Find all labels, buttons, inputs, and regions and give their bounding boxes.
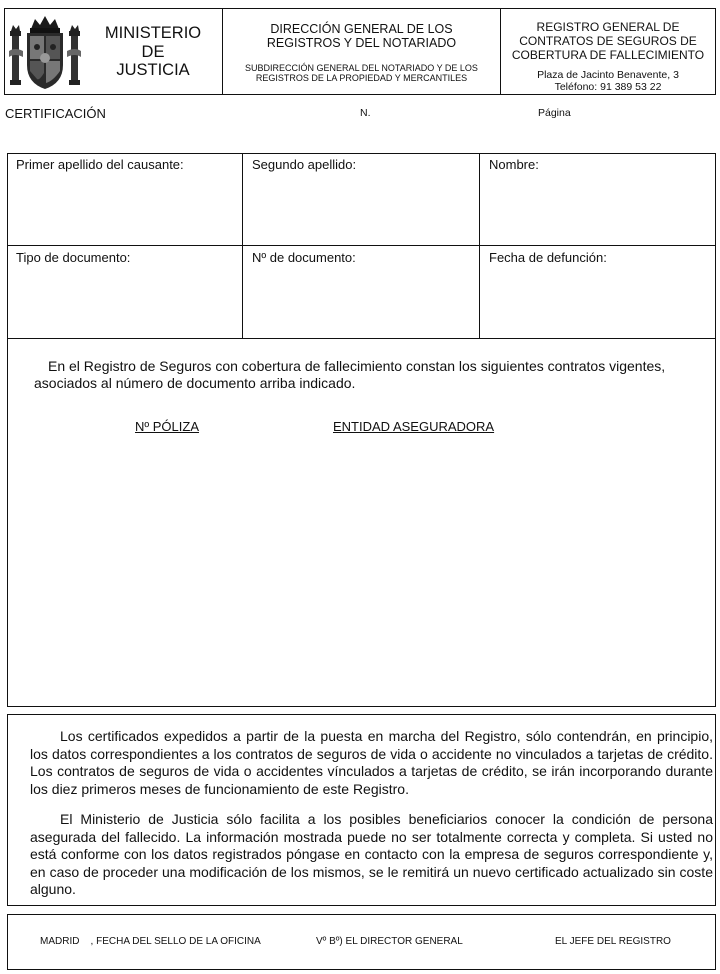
- grid-divider: [8, 245, 715, 246]
- certification-label: CERTIFICACIÓN: [5, 106, 106, 121]
- subdirectorate-line-1: SUBDIRECCIÓN GENERAL DEL NOTARIADO Y DE LOS: [245, 63, 478, 73]
- registry-contact: [505, 69, 711, 93]
- notes-section: [7, 714, 716, 906]
- document-header: [4, 8, 716, 95]
- name-label: Nombre:: [489, 157, 539, 172]
- directorate-cell: [223, 9, 501, 94]
- registry-phone: Teléfono: 91 389 53 22: [554, 81, 662, 93]
- grid-divider: [479, 154, 480, 338]
- first-surname-field[interactable]: [8, 154, 242, 245]
- registry-title-line-1: REGISTRO GENERAL DE: [536, 20, 680, 34]
- contracts-section: [7, 339, 716, 707]
- document-number-label: Nº de documento:: [252, 250, 356, 265]
- first-surname-label: Primer apellido del causante:: [16, 157, 184, 172]
- coat-of-arms-icon: [9, 13, 81, 91]
- registry-title-line-3: COBERTURA DE FALLECIMIENTO: [511, 48, 705, 62]
- directorate-title-line-2: REGISTROS Y DEL NOTARIADO: [266, 36, 457, 50]
- notes-paragraph-2: El Ministerio de Justicia sólo facilita a los posibles beneficiarios conocer la condición de persona asegurada del fallecido. La información mostrada puede no ser totalmente correcta y completa. Si usted no está conforme con los datos registrados póngase en contacto con la empresa de seguros correspondiente y, en caso de proceder una modificación de los mismos, se le remitirá un nuevo certificado actualizado sin coste alguno.: [30, 811, 713, 897]
- certification-page-label: Página: [538, 107, 571, 119]
- ministry-cell: [5, 9, 223, 94]
- document-number-field[interactable]: [244, 247, 479, 338]
- registry-title: [505, 20, 711, 62]
- registry-title-line-2: CONTRATOS DE SEGUROS DE: [519, 34, 697, 48]
- notes-paragraph-1: Los certificados expedidos a partir de la puesta en marcha del Registro, sólo contendrán, en principio, los datos correspondientes a los contratos de seguros de vida o accidente no vinculados a tarjetas de crédito. Los contratos de seguros de vida o accidentes vínculados a tarjetas de crédito, se irán incorporando durante los diez primeros meses de funcionamiento de este Registro.: [30, 728, 713, 797]
- deceased-data-grid: [7, 153, 716, 339]
- document-type-label: Tipo de documento:: [16, 250, 131, 265]
- ministry-line-1: MINISTERIO: [104, 24, 202, 42]
- ministry-name: [87, 24, 219, 80]
- insurer-column-header: ENTIDAD ASEGURADORA: [333, 419, 495, 434]
- directorate-title-line-1: DIRECCIÓN GENERAL DE LOS: [270, 22, 453, 36]
- second-surname-label: Segundo apellido:: [252, 157, 357, 172]
- director-signature-label: Vº Bº) EL DIRECTOR GENERAL: [316, 936, 463, 947]
- death-date-label: Fecha de defunción:: [489, 250, 607, 265]
- subdirectorate-title: [227, 63, 496, 83]
- registry-cell: [501, 9, 715, 94]
- document-type-field[interactable]: [8, 247, 242, 338]
- second-surname-field[interactable]: [244, 154, 479, 245]
- place-date-label: MADRID , FECHA DEL SELLO DE LA OFICINA: [40, 936, 261, 947]
- policy-number-column-header: Nº PÓLIZA: [135, 419, 199, 434]
- death-date-field[interactable]: [481, 247, 715, 338]
- contracts-intro: En el Registro de Seguros con cobertura de fallecimiento constan los siguientes contratos vigentes, asociados al número de documento arriba indicado.: [34, 358, 666, 391]
- registry-head-signature-label: EL JEFE DEL REGISTRO: [555, 936, 671, 947]
- grid-divider: [242, 154, 243, 338]
- subdirectorate-line-2: REGISTROS DE LA PROPIEDAD Y MERCANTILES: [255, 73, 468, 83]
- directorate-title: [227, 22, 496, 50]
- signature-footer: [7, 914, 716, 970]
- ministry-line-3: JUSTICIA: [116, 61, 190, 79]
- ministry-line-2: DE: [141, 42, 165, 61]
- name-field[interactable]: [481, 154, 715, 245]
- registry-address: Plaza de Jacinto Benavente, 3: [537, 69, 679, 81]
- certification-number-label: N.: [360, 107, 371, 119]
